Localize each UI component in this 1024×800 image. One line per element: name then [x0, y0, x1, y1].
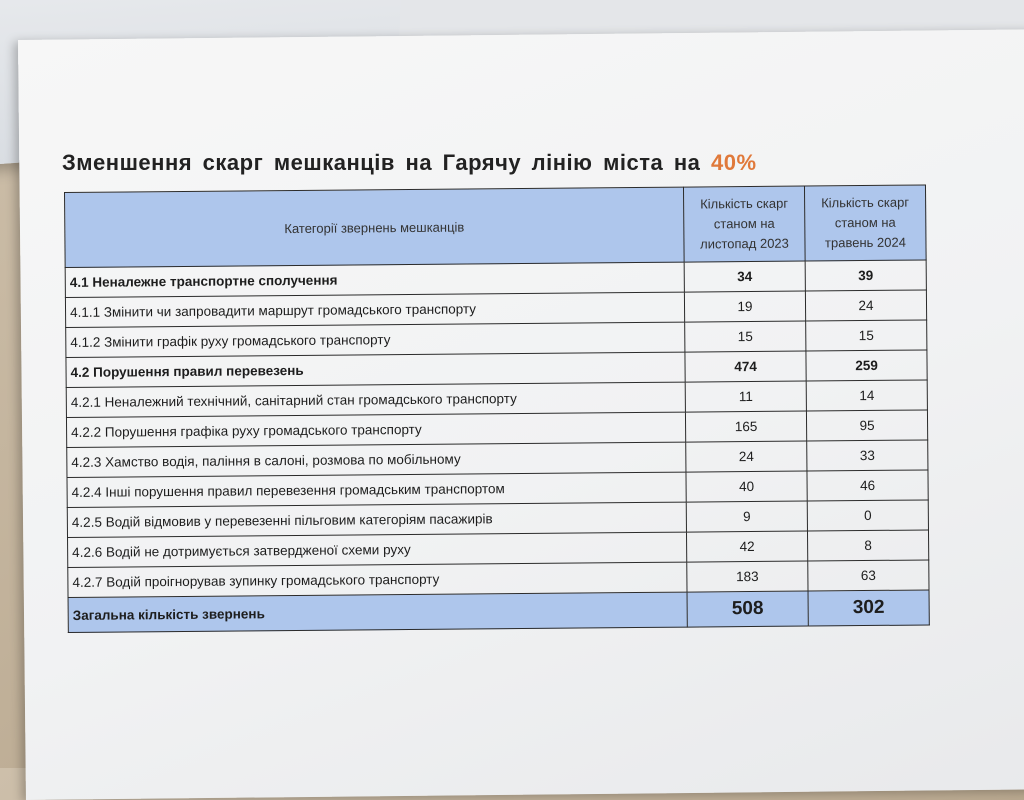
row-value-may-2024: 39	[805, 260, 926, 291]
row-label: 4.2.3 Хамство водія, паління в салоні, розмова по мобільному	[67, 442, 686, 477]
row-value-may-2024: 24	[805, 290, 926, 321]
row-value-may-2024: 259	[806, 350, 927, 381]
row-value-may-2024: 8	[807, 530, 928, 561]
total-label: Загальна кількість звернень	[68, 592, 687, 632]
row-value-nov-2023: 40	[686, 471, 807, 502]
row-value-may-2024: 33	[807, 440, 928, 471]
row-label: 4.2.2 Порушення графіка руху громадського транспорту	[66, 412, 685, 447]
row-label: 4.2 Порушення правил перевезень	[66, 352, 685, 387]
total-row	[68, 590, 929, 633]
row-value-may-2024: 14	[806, 380, 927, 411]
row-label: 4.2.1 Неналежний технічний, санітарний стан громадського транспорту	[66, 382, 685, 417]
row-label: 4.1.2 Змінити графік руху громадського транспорту	[66, 322, 685, 357]
row-value-nov-2023: 9	[686, 501, 807, 532]
header-may-2024: Кількість скарг станом на травень 2024	[804, 185, 926, 261]
header-nov-2023: Кількість скарг станом на листопад 2023	[683, 186, 805, 262]
row-value-nov-2023: 474	[685, 351, 806, 382]
row-value-nov-2023: 183	[687, 561, 808, 592]
total-nov-2023: 508	[687, 591, 808, 627]
row-value-nov-2023: 11	[685, 381, 806, 412]
complaints-table	[64, 184, 930, 633]
row-value-may-2024: 0	[807, 500, 928, 531]
row-label: 4.1 Неналежне транспортне сполучення	[65, 262, 684, 297]
row-label: 4.2.6 Водій не дотримується затвердженої схеми руху	[68, 532, 687, 567]
row-value-nov-2023: 34	[684, 261, 805, 292]
row-value-may-2024: 46	[807, 470, 928, 501]
row-value-may-2024: 15	[806, 320, 927, 351]
row-label: 4.2.5 Водій відмовив у перевезенні пільговим категоріям пасажирів	[67, 502, 686, 537]
row-value-nov-2023: 19	[684, 291, 805, 322]
row-value-nov-2023: 42	[686, 531, 807, 562]
row-label: 4.2.4 Інші порушення правил перевезення громадським транспортом	[67, 472, 686, 507]
header-category: Категорії звернень мешканців	[65, 187, 685, 267]
row-value-may-2024: 95	[806, 410, 927, 441]
row-value-nov-2023: 15	[685, 321, 806, 352]
document-title	[62, 150, 757, 176]
row-value-nov-2023: 24	[686, 441, 807, 472]
row-label: 4.1.1 Змінити чи запровадити маршрут громадського транспорту	[65, 292, 684, 327]
row-value-may-2024: 63	[808, 560, 929, 591]
title-text: Зменшення скарг мешканців на Гарячу лінію міста на	[62, 150, 701, 175]
row-label: 4.2.7 Водій проігнорував зупинку громадського транспорту	[68, 562, 687, 597]
table-header-row	[65, 185, 927, 268]
total-may-2024: 302	[808, 590, 929, 626]
row-value-nov-2023: 165	[685, 411, 806, 442]
title-percent: 40%	[710, 150, 757, 175]
